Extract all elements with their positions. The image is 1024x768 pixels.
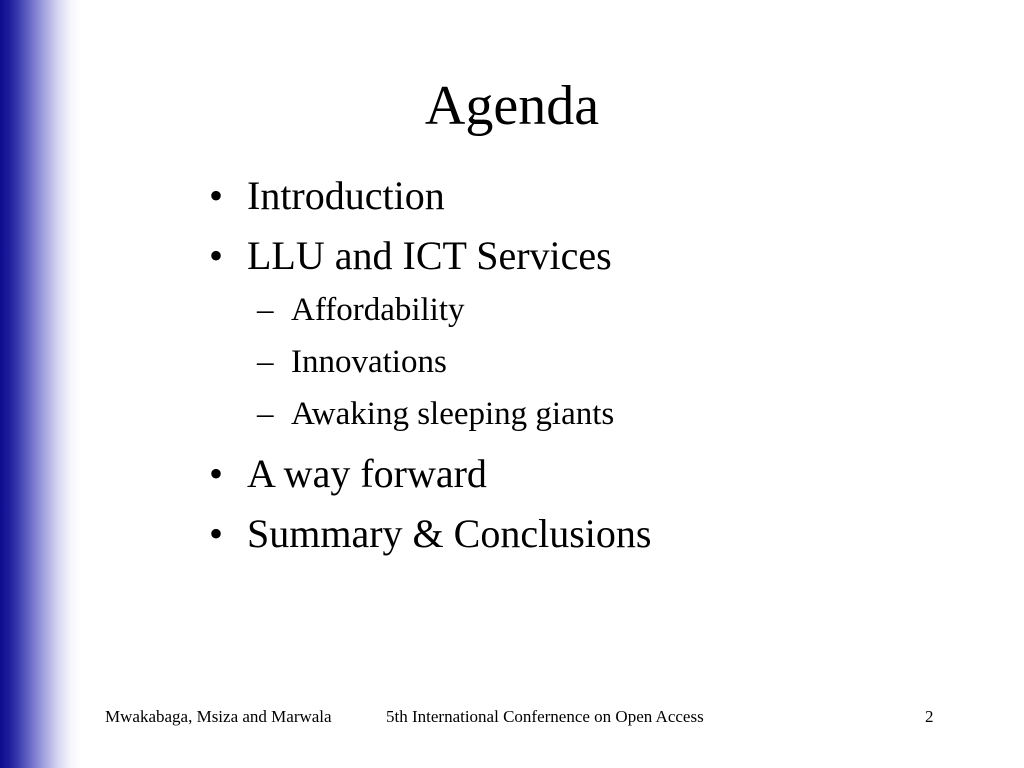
bullet-icon: • — [209, 511, 224, 556]
agenda-item-label: A way forward — [247, 451, 487, 496]
bullet-icon: • — [209, 233, 224, 278]
agenda-item-label: Introduction — [247, 173, 445, 218]
agenda-subitem-awaking-sleeping-giants — [209, 390, 651, 442]
bullet-icon: • — [209, 451, 224, 496]
dash-icon: – — [257, 344, 274, 380]
dash-icon: – — [257, 292, 274, 328]
agenda-item-label: Summary & Conclusions — [247, 511, 652, 556]
agenda-subitem-label: Affordability — [291, 292, 465, 328]
agenda-subitem-label: Awaking sleeping giants — [291, 396, 615, 432]
agenda-item-label: LLU and ICT Services — [247, 233, 612, 278]
agenda-item-llu-ict-services — [209, 228, 651, 288]
agenda-subitem-label: Innovations — [291, 344, 447, 380]
dash-icon: – — [257, 396, 274, 432]
agenda-list — [209, 168, 651, 566]
agenda-item-introduction — [209, 168, 651, 228]
footer-page-number: 2 — [925, 707, 934, 726]
footer-authors: Mwakabaga, Msiza and Marwala — [105, 707, 332, 726]
footer-event: 5th International Confernence on Open Access — [386, 707, 704, 726]
agenda-subitem-affordability — [209, 286, 651, 338]
agenda-subitem-innovations — [209, 338, 651, 390]
agenda-item-summary-conclusions — [209, 506, 651, 566]
bullet-icon: • — [209, 173, 224, 218]
agenda-item-way-forward — [209, 446, 651, 506]
slide-title: Agenda — [424, 75, 600, 137]
